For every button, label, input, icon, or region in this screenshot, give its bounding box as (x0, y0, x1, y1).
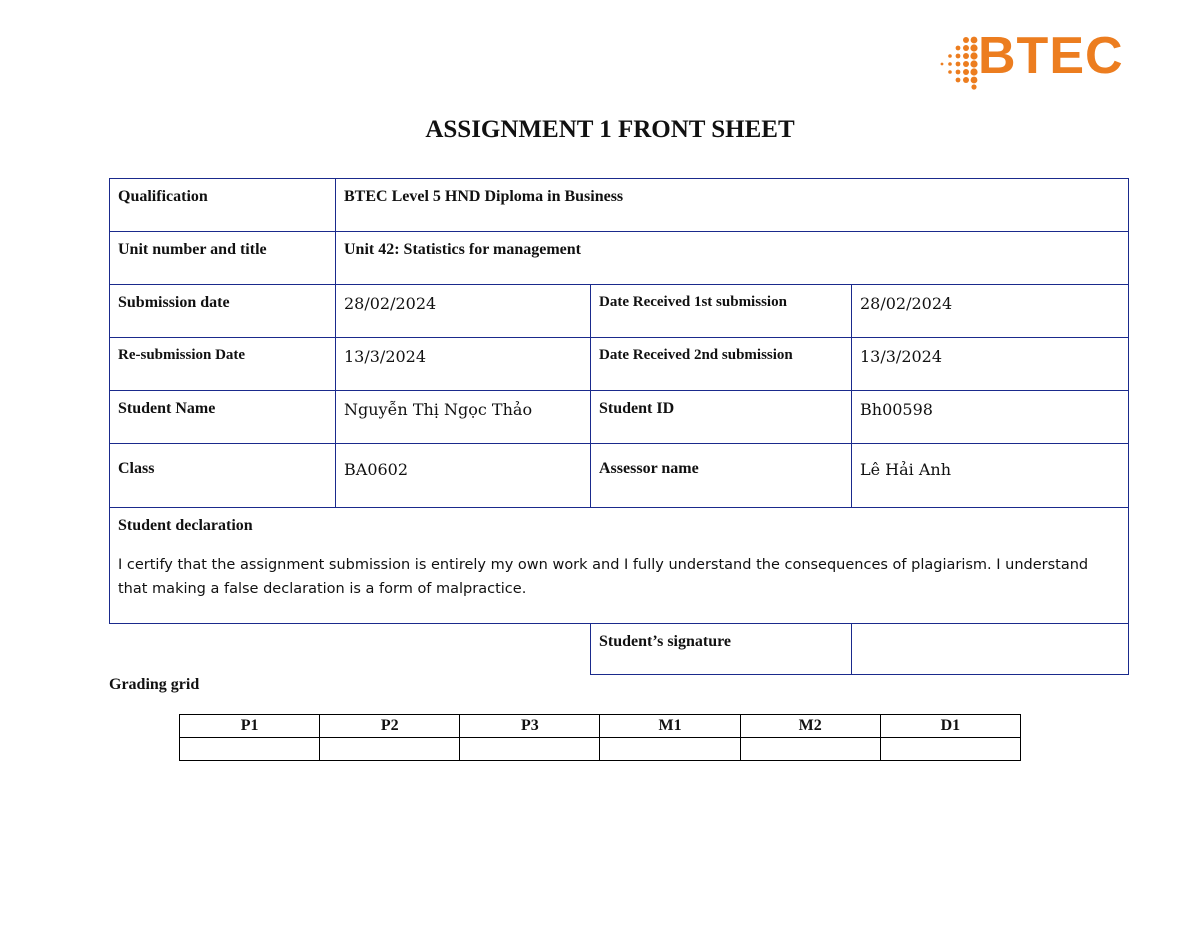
grade-cell-p3[interactable] (460, 738, 600, 761)
logo-text: BTEC (978, 27, 1124, 85)
table-row (110, 232, 1129, 285)
signature-field[interactable] (852, 624, 1129, 675)
grade-cell-p1[interactable] (180, 738, 320, 761)
submission-date-value: 28/02/2024 (336, 285, 591, 338)
table-row (110, 444, 1129, 508)
grade-cell-m2[interactable] (740, 738, 880, 761)
btec-logo (936, 27, 1124, 90)
received-2nd-label: Date Received 2nd submission (591, 338, 852, 391)
logo-dots-icon (936, 34, 980, 90)
table-row (110, 285, 1129, 338)
page-title: ASSIGNMENT 1 FRONT SHEET (425, 116, 795, 143)
class-label: Class (110, 444, 336, 508)
table-row (110, 508, 1129, 624)
received-1st-value: 28/02/2024 (852, 285, 1129, 338)
student-id-label: Student ID (591, 391, 852, 444)
grade-cell-p2[interactable] (320, 738, 460, 761)
grade-cell-m1[interactable] (600, 738, 740, 761)
qualification-value: BTEC Level 5 HND Diploma in Business (336, 179, 1129, 232)
student-declaration (110, 508, 1129, 624)
student-id-value: Bh00598 (852, 391, 1129, 444)
empty-cell (110, 624, 591, 675)
student-name-value: Nguyễn Thị Ngọc Thảo (336, 391, 591, 444)
grading-header-row (180, 715, 1021, 738)
received-2nd-value: 13/3/2024 (852, 338, 1129, 391)
unit-label: Unit number and title (110, 232, 336, 285)
table-row (110, 624, 1129, 675)
table-row (110, 391, 1129, 444)
resubmission-value: 13/3/2024 (336, 338, 591, 391)
assessor-value: Lê Hải Anh (852, 444, 1129, 508)
assessor-label: Assessor name (591, 444, 852, 508)
grading-grid-title: Grading grid (109, 676, 200, 693)
resubmission-label: Re-submission Date (110, 338, 336, 391)
grade-header-p3: P3 (460, 715, 600, 738)
grade-header-p2: P2 (320, 715, 460, 738)
table-row (110, 179, 1129, 232)
grade-header-p1: P1 (180, 715, 320, 738)
front-sheet-table (109, 178, 1129, 675)
student-name-label: Student Name (110, 391, 336, 444)
qualification-label: Qualification (110, 179, 336, 232)
grading-grid (179, 714, 1021, 761)
grade-header-m2: M2 (740, 715, 880, 738)
grade-header-d1: D1 (880, 715, 1020, 738)
grade-header-m1: M1 (600, 715, 740, 738)
declaration-text: I certify that the assignment submission is entirely my own work and I fully understand the consequences of plagiarism. I understand that making a false declaration is a form of malpractice. (118, 557, 1089, 597)
table-row (110, 338, 1129, 391)
submission-date-label: Submission date (110, 285, 336, 338)
grade-cell-d1[interactable] (880, 738, 1020, 761)
received-1st-label: Date Received 1st submission (591, 285, 852, 338)
grading-value-row (180, 738, 1021, 761)
class-value: BA0602 (336, 444, 591, 508)
unit-value: Unit 42: Statistics for management (336, 232, 1129, 285)
declaration-heading: Student declaration (118, 517, 253, 534)
signature-label: Student’s signature (591, 624, 852, 675)
